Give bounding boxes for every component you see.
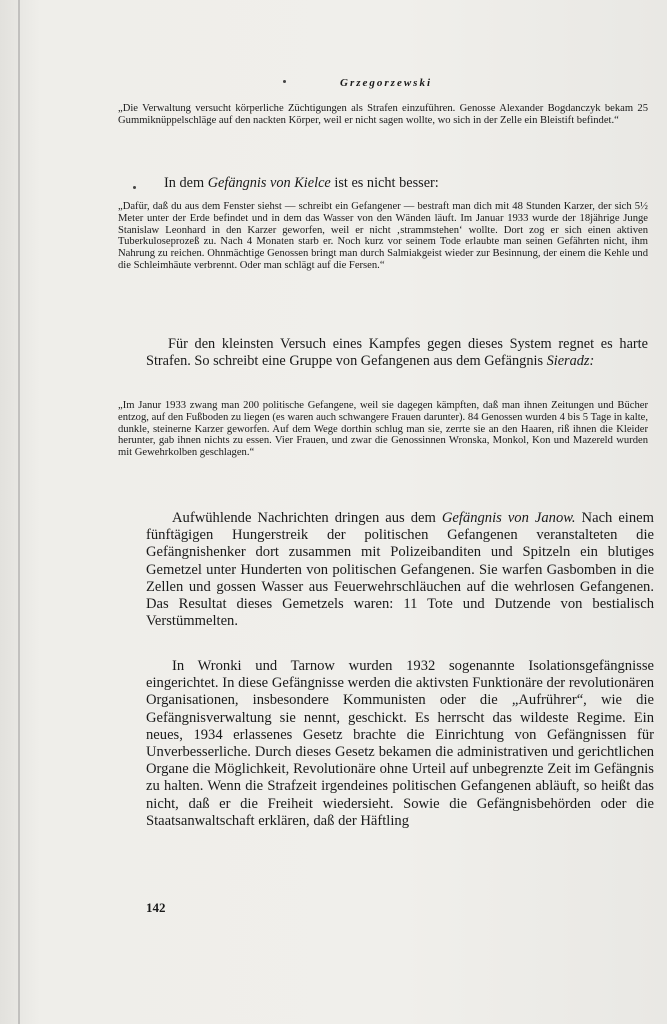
paragraph-sieradz	[146, 336, 648, 370]
paragraph-isolation-prisons: In Wronki und Tarnow wurden 1932 sogenannte Isolationsgefängnisse eingerichtet. In diese Gefängnisse werden die aktivsten Funktionäre der revolutionären Organisationen, insbesondere Kommunisten oder die „Aufrührer“, wie die Gefängnisverwaltung sie nennt, geschickt. Es herrscht das wildeste Regime. Ein neues, 1934 erlassenes Gesetz brachte die Einrichtung von Gefängnissen für Unverbesserliche. Durch dieses Gesetz bekamen die administrativen und gerichtlichen Organe die Möglichkeit, Revolutionäre ohne Urteil auf unbegrenzte Zeit im Gefängnis zu halten. Wenn die Strafzeit irgendeines politischen Gefangenen abläuft, so heißt das nicht, daß er die Freiheit wiedersieht. Sowie die Gefängnisbehörden oder die Staatsanwaltschaft erklären, daß der Häftling	[146, 658, 654, 829]
paragraph-janow	[146, 510, 654, 630]
page-binding-edge	[18, 0, 20, 1024]
page-number: 142	[146, 900, 166, 915]
print-speck	[283, 80, 286, 83]
prison-name-kielce: Gefängnis von Kielce	[207, 175, 331, 191]
paragraph-kielce-text: In dem	[164, 175, 208, 191]
print-speck	[133, 186, 136, 189]
quote-sieradz-group: „Im Janur 1933 zwang man 200 politische Gefangene, weil sie dagegen kämpften, daß man ihnen Zeitungen und Bücher entzog, auf den Fußboden zu liegen (es waren auch schwangere Frauen darunter). 84 Genossen wurden 4 bis 5 Tage in kalte, dunkle, steinerne Karzer geworfen. Auf dem Wege dorthin schlug man sie, zerrte sie an den Haaren, riß ihnen die Kleider herunter, gab ihnen nichts zu essen. Vier Frauen, und zwar die Genossinnen Wronska, Monkol, Kon und Mazereld wurden mit Gewehrkolben geschlagen.“	[118, 400, 648, 459]
running-head: Grzegorzewski	[340, 77, 433, 89]
paragraph-janow-text-end: Nach einem fünftägigen Hungerstreik der politischen Gefangenen veranstalteten die Gefängnishenker dort zusammen mit Polizeibanditen und Spitzeln ein blutiges Gemetzel unter Hunderten von politischen Gefangenen. Sie warfen Gasbomben in die Zellen und gossen Wasser aus Feuerwehrschläuchen auf die wehrlosen Gefangenen. Das Resultat dieses Gemetzels waren: 11 Tote und Dutzende von bestialisch Verstümmelten.	[146, 510, 654, 630]
prison-name-janow: Gefängnis von Janow.	[441, 510, 576, 526]
prison-name-sieradz: Sieradz:	[546, 353, 595, 370]
paragraph-janow-text: Aufwühlende Nachrichten dringen aus dem	[172, 510, 442, 526]
quote-kielce-prisoner: „Dafür, daß du aus dem Fenster siehst — schreibt ein Gefangener — bestraft man dich mit 48 Stunden Karzer, der sich 5½ Meter unter der Erde befindet und in dem das Wasser von den Wänden läuft. Im Januar 1933 wurde der 18jährige Junge Stanislaw Leonhard in den Karzer geworfen, weil er nicht ‚strammstehen‘ wollte. Dort zog er sich einen aktiven Tuberkuloseprozeß zu. Nach 4 Monaten starb er. Noch kurz vor seinem Tode erlaubte man seinen Gefährten nicht, ihm Nahrung zu reichen. Ohnmächtige Genossen bringt man durch Salmiakgeist wieder zur Besinnung, der einem die Kehle und die Schleimhäute verbrennt. Oder man schlägt auf die Fersen.“	[118, 201, 648, 271]
paragraph-kielce-text-end: ist es nicht besser:	[330, 175, 439, 191]
quote-bogdanczyk: „Die Verwaltung versucht körperliche Züchtigungen als Strafen einzuführen. Genosse Alexander Bogdanczyk bekam 25 Gummiknüppelschläge auf den nackten Körper, weil er nicht sagen wollte, wo sich in der Zelle ein Bleistift befindet.“	[118, 103, 648, 126]
paragraph-sieradz-text: Für den kleinsten Versuch eines Kampfes gegen dieses System regnet es harte Strafen. So schreibt eine Gruppe von Gefangenen aus dem Gefängnis	[146, 336, 648, 370]
paragraph-kielce	[146, 175, 648, 192]
